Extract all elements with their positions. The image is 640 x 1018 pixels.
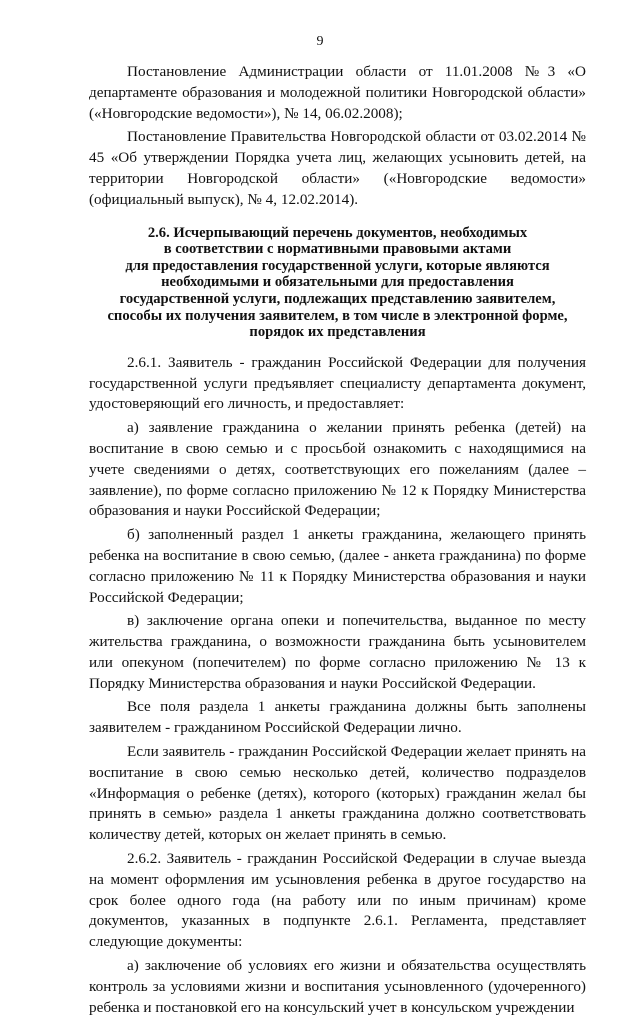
heading-line: в соответствии с нормативными правовыми актами — [163, 241, 512, 258]
heading-line: порядок их представления — [249, 324, 426, 341]
document-body — [89, 62, 586, 1018]
heading-line: необходимыми и обязательными для предоставления — [161, 274, 514, 291]
paragraph-2-6-2-item-a: а) заключение об условиях его жизни и обязательства осуществлять контроль за условиями жизни и воспитания усыновленного (удочеренного) ребенка и постановкой его на консульский учет в консульском учреждении — [89, 957, 586, 1016]
paragraph-item-a: а) заявление гражданина о желании принять ребенка (детей) на воспитание в свою семью и с просьбой ознакомить с находящимися на учете сведениями о детях, соответствующих его пожеланиям (далее – заявление), по форме согласно приложению № 12 к Порядку Министерства образования и науки Российской Федерации; — [89, 419, 586, 520]
paragraph-item-v: в) заключение органа опеки и попечительства, выданное по месту жительства гражданина, о возможности гражданина быть усыновителем или опекуном (попечителем) по форме согласно приложению № 13 к Порядку Министерства образования и науки Российской Федерации. — [89, 612, 586, 692]
section-heading-2-6 — [89, 225, 586, 341]
heading-line: государственной услуги, подлежащих представлению заявителем, — [119, 290, 556, 307]
heading-line: 2.6. Исчерпывающий перечень документов, необходимых — [147, 224, 528, 241]
heading-line: для предоставления государственной услуги, которые являются — [125, 257, 550, 274]
paragraph-several-children: Если заявитель - гражданин Российской Федерации желает принять на воспитание в свою семью несколько детей, количество подразделов «Информация о ребенке (детях), которого (которых) гражданин желал бы принять в семью» раздела 1 анкеты гражданина должно соответствовать количеству детей, которых он желает принять в семью. — [89, 743, 586, 844]
paragraph-resolution-2008: Постановление Администрации области от 11.01.2008 №3 «О департаменте образования и молодежной политики Новгородской области» («Новгородские ведомости»), № 14, 06.02.2008); — [89, 63, 586, 122]
paragraph-2-6-1: 2.6.1. Заявитель - гражданин Российской Федерации для получения государственной услуги предъявляет специалисту департамента документ, удостоверяющий его личность, и предоставляет: — [89, 353, 586, 413]
paragraph-fields-note: Все поля раздела 1 анкеты гражданина должны быть заполнены заявителем - гражданином Российской Федерации лично. — [89, 698, 586, 737]
paragraph-item-b: б) заполненный раздел 1 анкеты гражданина, желающего принять ребенка на воспитание в свою семью, (далее - анкета гражданина) по форме согласно приложению № 11 к Порядку Министерства образования и науки Российской Федерации; — [89, 526, 586, 606]
heading-line: способы их получения заявителем, в том числе в электронной форме, — [107, 307, 568, 324]
page-number: 9 — [316, 34, 324, 49]
paragraph-resolution-2014: Постановление Правительства Новгородской области от 03.02.2014 № 45 «Об утверждении Порядка учета лиц, желающих усыновить детей, на территории Новгородской области» («Новгородские ведомости» (официальный выпуск), № 4, 12.02.2014). — [89, 128, 586, 208]
paragraph-2-6-2: 2.6.2. Заявитель - гражданин Российской Федерации в случае выезда на момент оформления им усыновления ребенка в другое государство на срок более одного года (на работу или по иным причинам) кроме документов, указанных в подпункте 2.6.1. Регламента, представляет следующие документы: — [89, 850, 586, 951]
